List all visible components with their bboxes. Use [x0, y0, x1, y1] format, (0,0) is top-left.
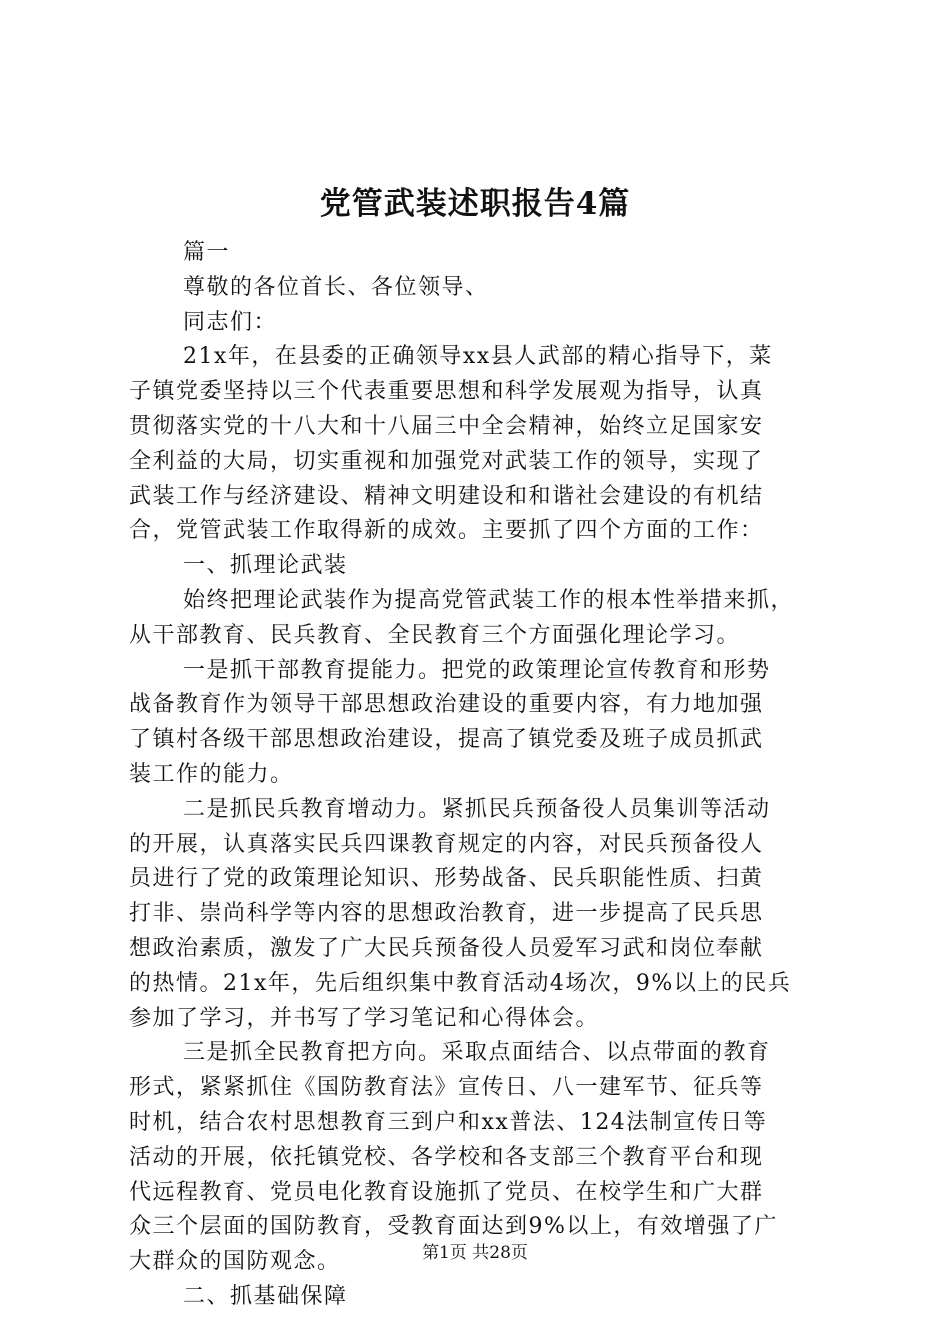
paragraph-line: 始终把理论武装作为提高党管武装工作的根本性举措来抓， [183, 587, 795, 613]
paragraph-line: 了镇村各级干部思想政治建设，提高了镇党委及班子成员抓武 [129, 727, 764, 753]
paragraph-line: 想政治素质，激发了广大民兵预备役人员爱军习武和岗位奉献 [129, 935, 764, 961]
paragraph-line: 21x年，在县委的正确领导xx县人武部的精心指导下，菜 [183, 344, 773, 370]
paragraph-line: 员进行了党的政策理论知识、形势战备、民兵职能性质、扫黄 [129, 866, 764, 892]
paragraph-line: 一是抓干部教育提能力。把党的政策理论宣传教育和形势 [183, 657, 771, 683]
paragraph-line: 装工作的能力。 [129, 761, 294, 787]
section-heading: 一、抓理论武装 [183, 553, 348, 579]
paragraph-line: 大群众的国防观念。 [129, 1249, 341, 1275]
paragraph-line: 战备教育作为领导干部思想政治建设的重要内容，有力地加强 [129, 692, 764, 718]
paragraph-line: 贯彻落实党的十八大和十八届三中全会精神，始终立足国家安 [129, 413, 764, 439]
paragraph-line: 从干部教育、民兵教育、全民教育三个方面强化理论学习。 [129, 622, 741, 648]
paragraph-line: 众三个层面的国防教育，受教育面达到9%以上，有效增强了广 [129, 1214, 778, 1240]
paragraph-line: 形式，紧紧抓住《国防教育法》宣传日、八一建军节、征兵等 [129, 1075, 764, 1101]
paragraph-line: 参加了学习，并书写了学习笔记和心得体会。 [129, 1005, 600, 1031]
paragraph-line: 的开展，认真落实民兵四课教育规定的内容，对民兵预备役人 [129, 831, 764, 857]
paragraph-line: 合，党管武装工作取得新的成效。主要抓了四个方面的工作： [129, 518, 764, 544]
paragraph-line: 全利益的大局，切实重视和加强党对武装工作的领导，实现了 [129, 448, 764, 474]
page-footer: 第1页 共28页 [422, 1243, 528, 1263]
paragraph-line: 的热情。21x年，先后组织集中教育活动4场次，9%以上的民兵 [129, 970, 792, 996]
section-heading: 二、抓基础保障 [183, 1283, 348, 1309]
paragraph-line: 代远程教育、党员电化教育设施抓了党员、在校学生和广大群 [129, 1179, 764, 1205]
paragraph-line: 武装工作与经济建设、精神文明建设和和谐社会建设的有机结 [129, 483, 764, 509]
paragraph-line: 时机，结合农村思想教育三到户和xx普法、124法制宣传日等 [129, 1109, 768, 1135]
salutation-line: 尊敬的各位首长、各位领导、 [183, 274, 489, 300]
paragraph-line: 打非、崇尚科学等内容的思想政治教育，进一步提高了民兵思 [129, 901, 764, 927]
document-body [129, 236, 829, 1315]
paragraph-line: 子镇党委坚持以三个代表重要思想和科学发展观为指导，认真 [129, 379, 764, 405]
salutation-line: 同志们： [183, 309, 278, 335]
paragraph-line: 活动的开展，依托镇党校、各学校和各支部三个教育平台和现 [129, 1144, 764, 1170]
document-title: 党管武装述职报告4篇 [319, 186, 631, 222]
paragraph-line: 二是抓民兵教育增动力。紧抓民兵预备役人员集训等活动 [183, 796, 771, 822]
paragraph-line: 三是抓全民教育把方向。采取点面结合、以点带面的教育 [183, 1040, 771, 1066]
section-label: 篇一 [183, 240, 231, 265]
